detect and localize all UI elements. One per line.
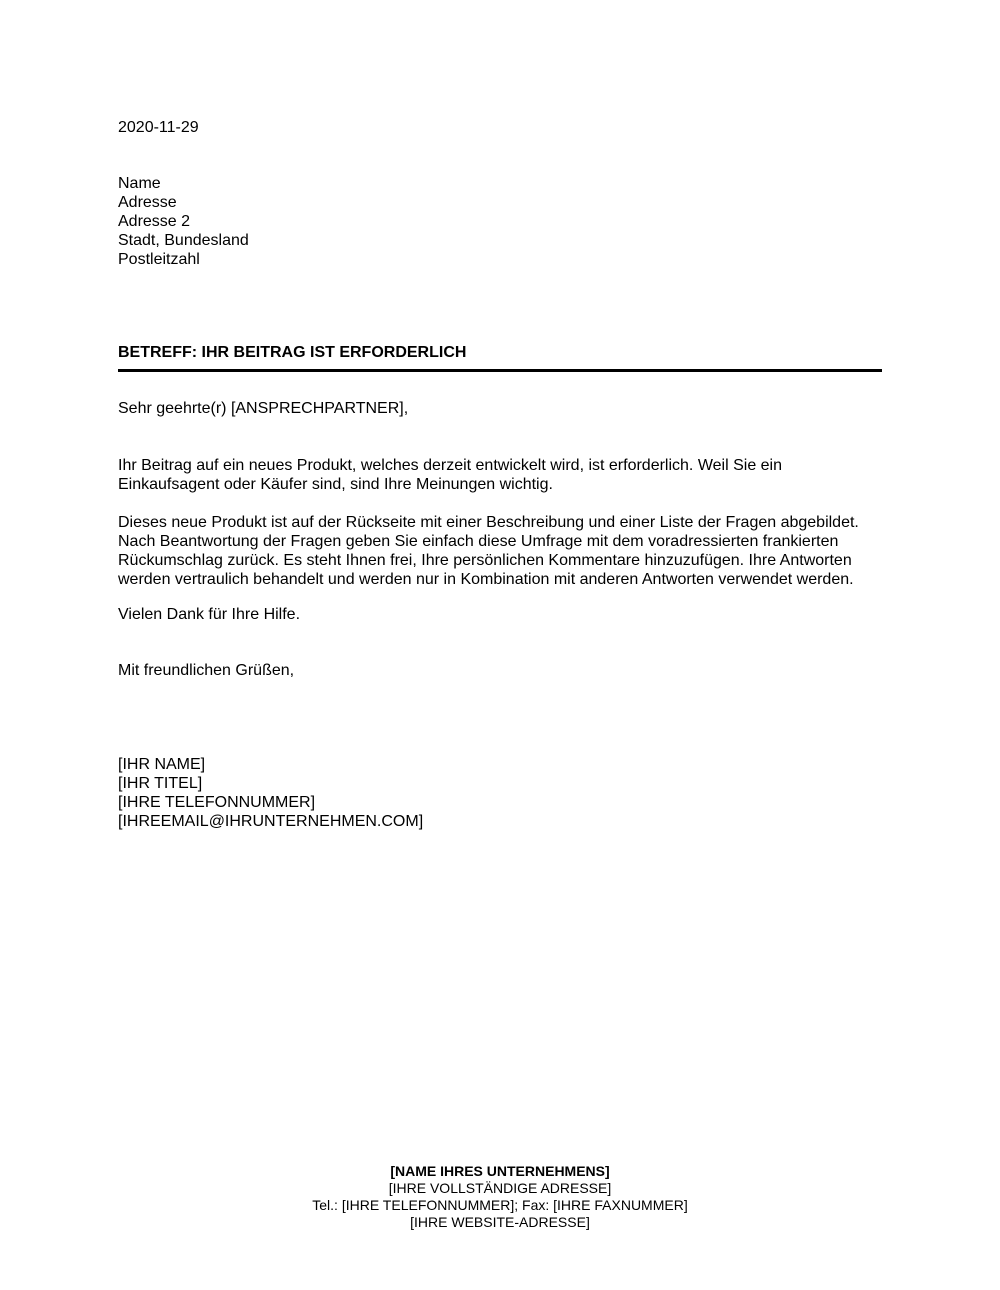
footer-company-name: [NAME IHRES UNTERNEHMENS]: [390, 1163, 610, 1179]
recipient-address-1: Adresse: [118, 194, 177, 211]
signature-title: [IHR TITEL]: [118, 775, 203, 792]
subject-divider: [118, 369, 882, 372]
paragraph-line: werden vertraulich behandelt und werden nur in Kombination mit anderen Antworten verwendet werden.: [118, 571, 854, 588]
signature-name: [IHR NAME]: [118, 756, 206, 773]
recipient-name: Name: [118, 175, 161, 192]
footer-address: [IHRE VOLLSTÄNDIGE ADRESSE]: [388, 1180, 612, 1196]
paragraph-line: Rückumschlag zurück. Es steht Ihnen frei, Ihre persönlichen Kommentare hinzuzufügen. Ihre Antworten: [118, 552, 852, 569]
signature-email: [IHREEMAIL@IHRUNTERNEHMEN.COM]: [118, 813, 424, 830]
salutation: Sehr geehrte(r) [ANSPRECHPARTNER],: [118, 400, 409, 417]
recipient-city-state: Stadt, Bundesland: [118, 232, 249, 249]
body-paragraph-2: [118, 513, 888, 589]
paragraph-line: Nach Beantwortung der Fragen geben Sie einfach diese Umfrage mit dem voradressierten frankierten: [118, 533, 839, 550]
paragraph-line: Dieses neue Produkt ist auf der Rückseite mit einer Beschreibung und einer Liste der Fragen abgebildet.: [118, 514, 859, 531]
recipient-address-block: [118, 174, 249, 269]
company-footer: [0, 1163, 1000, 1231]
footer-contact: Tel.: [IHRE TELEFONNUMMER]; Fax: [IHRE FAXNUMMER]: [312, 1197, 688, 1213]
subject-line: BETREFF: IHR BEITRAG IST ERFORDERLICH: [118, 344, 467, 361]
thanks-line: Vielen Dank für Ihre Hilfe.: [118, 606, 301, 623]
paragraph-line: Ihr Beitrag auf ein neues Produkt, welches derzeit entwickelt wird, ist erforderlich. Weil Sie ein: [118, 457, 783, 474]
signature-block: [118, 755, 423, 831]
body-paragraph-1: [118, 456, 888, 494]
letter-date: 2020-11-29: [118, 119, 199, 136]
closing-line: Mit freundlichen Grüßen,: [118, 662, 295, 679]
recipient-postal-code: Postleitzahl: [118, 251, 200, 268]
paragraph-line: Einkaufsagent oder Käufer sind, sind Ihre Meinungen wichtig.: [118, 476, 553, 493]
footer-website: [IHRE WEBSITE-ADRESSE]: [410, 1214, 590, 1230]
recipient-address-2: Adresse 2: [118, 213, 191, 230]
signature-phone: [IHRE TELEFONNUMMER]: [118, 794, 316, 811]
